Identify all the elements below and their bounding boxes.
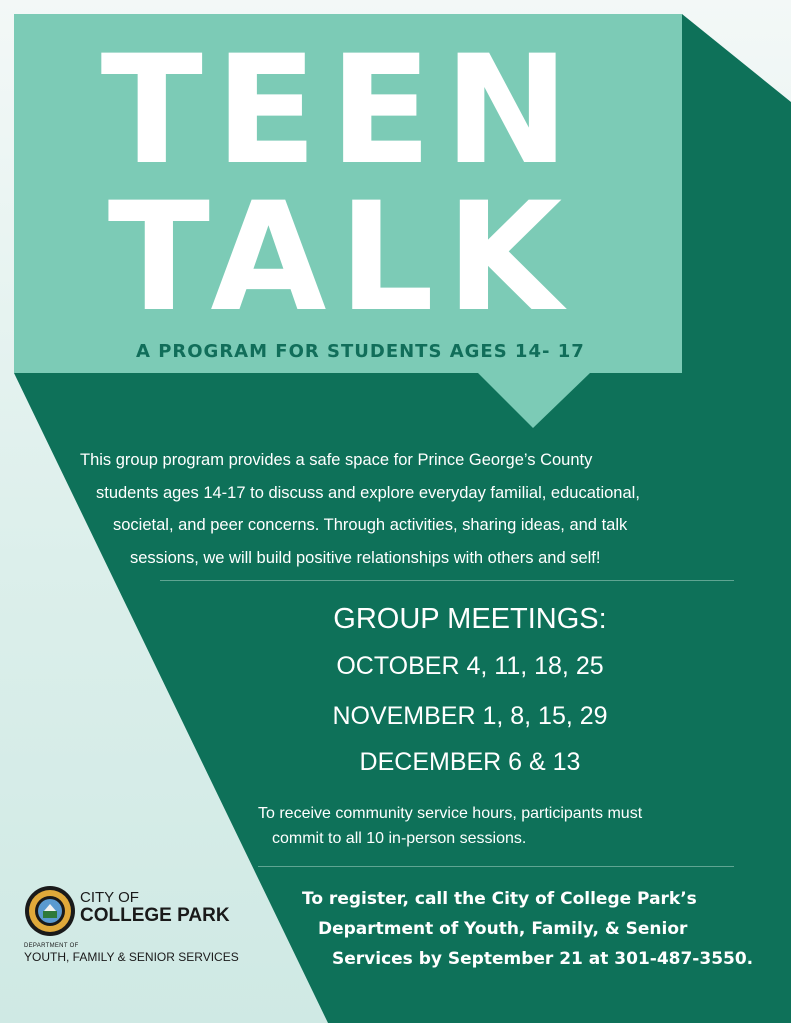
title-teen: TEEN bbox=[100, 24, 582, 198]
intro-line-4: sessions, we will build positive relationships with others and self! bbox=[130, 549, 601, 567]
title-talk: TALK bbox=[107, 171, 575, 345]
intro-line-3: societal, and peer concerns. Through activities, sharing ideas, and talk bbox=[113, 516, 628, 534]
logo-city-of: CITY OF bbox=[80, 889, 139, 906]
logo-dept-label: DEPARTMENT OF bbox=[24, 943, 79, 949]
intro-line-1: This group program provides a safe space for Prince George’s County bbox=[80, 451, 593, 469]
note-line-2: commit to all 10 in-person sessions. bbox=[272, 830, 527, 847]
divider-top bbox=[160, 580, 734, 581]
meetings-heading: GROUP MEETINGS: bbox=[333, 603, 607, 635]
register-line-2: Department of Youth, Family, & Senior bbox=[318, 919, 688, 939]
register-line-3: Services by September 21 at 301-487-3550. bbox=[332, 949, 754, 969]
logo-dept-name: YOUTH, FAMILY & SENIOR SERVICES bbox=[24, 950, 239, 964]
divider-bottom bbox=[258, 866, 734, 867]
city-seal-logo bbox=[24, 885, 76, 937]
note-line-1: To receive community service hours, participants must bbox=[258, 805, 643, 822]
intro-line-2: students ages 14-17 to discuss and explore everyday familial, educational, bbox=[96, 484, 640, 502]
program-subtitle: A PROGRAM FOR STUDENTS AGES 14- 17 bbox=[136, 341, 585, 362]
register-line-1: To register, call the City of College Park’s bbox=[302, 889, 697, 909]
meeting-dates-november: NOVEMBER 1, 8, 15, 29 bbox=[332, 702, 608, 730]
meeting-dates-october: OCTOBER 4, 11, 18, 25 bbox=[336, 652, 604, 680]
logo-city-name: COLLEGE PARK bbox=[80, 905, 230, 926]
meeting-dates-december: DECEMBER 6 & 13 bbox=[359, 748, 581, 776]
